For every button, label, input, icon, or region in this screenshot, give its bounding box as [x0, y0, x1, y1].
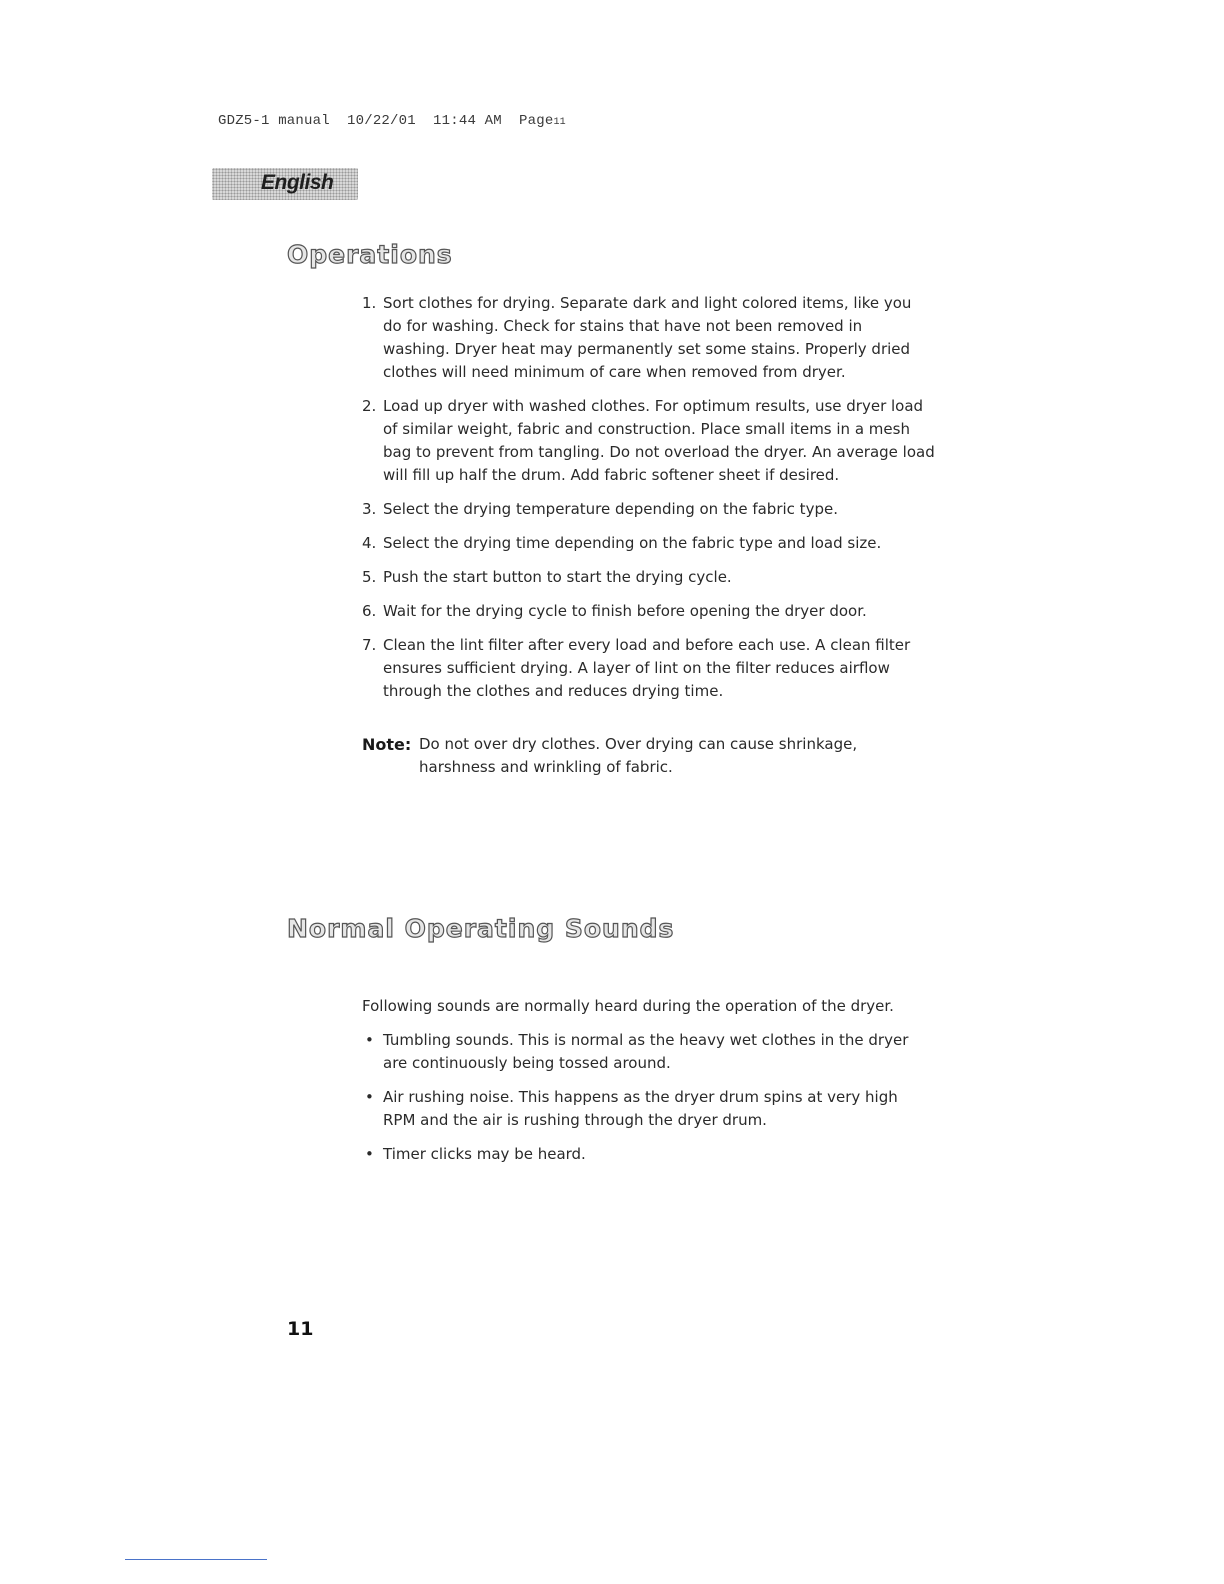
print-header	[218, 113, 566, 129]
bullet: •	[365, 1088, 374, 1106]
language-tab-label: English	[261, 171, 334, 194]
bullet: •	[365, 1145, 374, 1163]
language-tab	[212, 168, 358, 200]
item-text: Tumbling sounds. This is normal as the heavy wet clothes in the dryer are continuously being tossed around.	[383, 1031, 909, 1072]
item-number: 6.	[362, 602, 377, 620]
note	[362, 733, 922, 779]
list-item	[362, 600, 942, 623]
item-text: Clean the lint filter after every load and before each use. A clean filter ensures sufficient drying. A layer of lint on the filter reduces airflow through the clothes and reduces drying time.	[383, 636, 911, 700]
note-label: Note:	[362, 735, 412, 754]
bullet: •	[365, 1031, 374, 1049]
item-text: Air rushing noise. This happens as the dryer drum spins at very high RPM and the air is rushing through the dryer drum.	[383, 1088, 898, 1129]
operations-list	[362, 292, 942, 714]
list-item	[362, 1143, 922, 1166]
print-header-page-mark: 11	[553, 117, 566, 128]
item-text: Timer clicks may be heard.	[383, 1145, 586, 1163]
sounds-intro: Following sounds are normally heard during the operation of the dryer.	[362, 997, 894, 1015]
item-text: Sort clothes for drying. Separate dark and light colored items, like you do for washing. Check for stains that have not been removed in washing. Dryer heat may permanently set some stains. Properly dried clothes will need minimum of care when removed from dryer.	[383, 294, 912, 381]
item-text: Select the drying time depending on the fabric type and load size.	[383, 534, 882, 552]
item-number: 5.	[362, 568, 377, 586]
item-number: 2.	[362, 397, 377, 415]
item-number: 4.	[362, 534, 377, 552]
list-item	[362, 634, 942, 703]
list-item	[362, 498, 942, 521]
note-text: Do not over dry clothes. Over drying can cause shrinkage, harshness and wrinkling of fabric.	[419, 735, 858, 776]
list-item	[362, 395, 942, 487]
item-text: Load up dryer with washed clothes. For optimum results, use dryer load of similar weight, fabric and construction. Place small items in a mesh bag to prevent from tangling. Do not overload the dryer. An average load will fill up half the drum. Add fabric softener sheet if desired.	[383, 397, 935, 484]
list-item	[362, 566, 942, 589]
item-text: Push the start button to start the drying cycle.	[383, 568, 732, 586]
sounds-list	[362, 1029, 922, 1177]
list-item	[362, 1029, 922, 1075]
sounds-title: Normal Operating Sounds	[287, 914, 675, 943]
list-item	[362, 292, 942, 384]
item-text: Select the drying temperature depending on the fabric type.	[383, 500, 838, 518]
item-number: 7.	[362, 636, 377, 654]
page-number: 11	[287, 1318, 314, 1340]
item-number: 1.	[362, 294, 377, 312]
list-item	[362, 532, 942, 555]
item-text: Wait for the drying cycle to finish before opening the dryer door.	[383, 602, 867, 620]
operations-title: Operations	[287, 240, 453, 269]
list-item	[362, 1086, 922, 1132]
footer-rule	[125, 1559, 267, 1560]
print-header-text: GDZ5-1 manual 10/22/01 11:44 AM Page	[218, 113, 554, 129]
item-number: 3.	[362, 500, 377, 518]
